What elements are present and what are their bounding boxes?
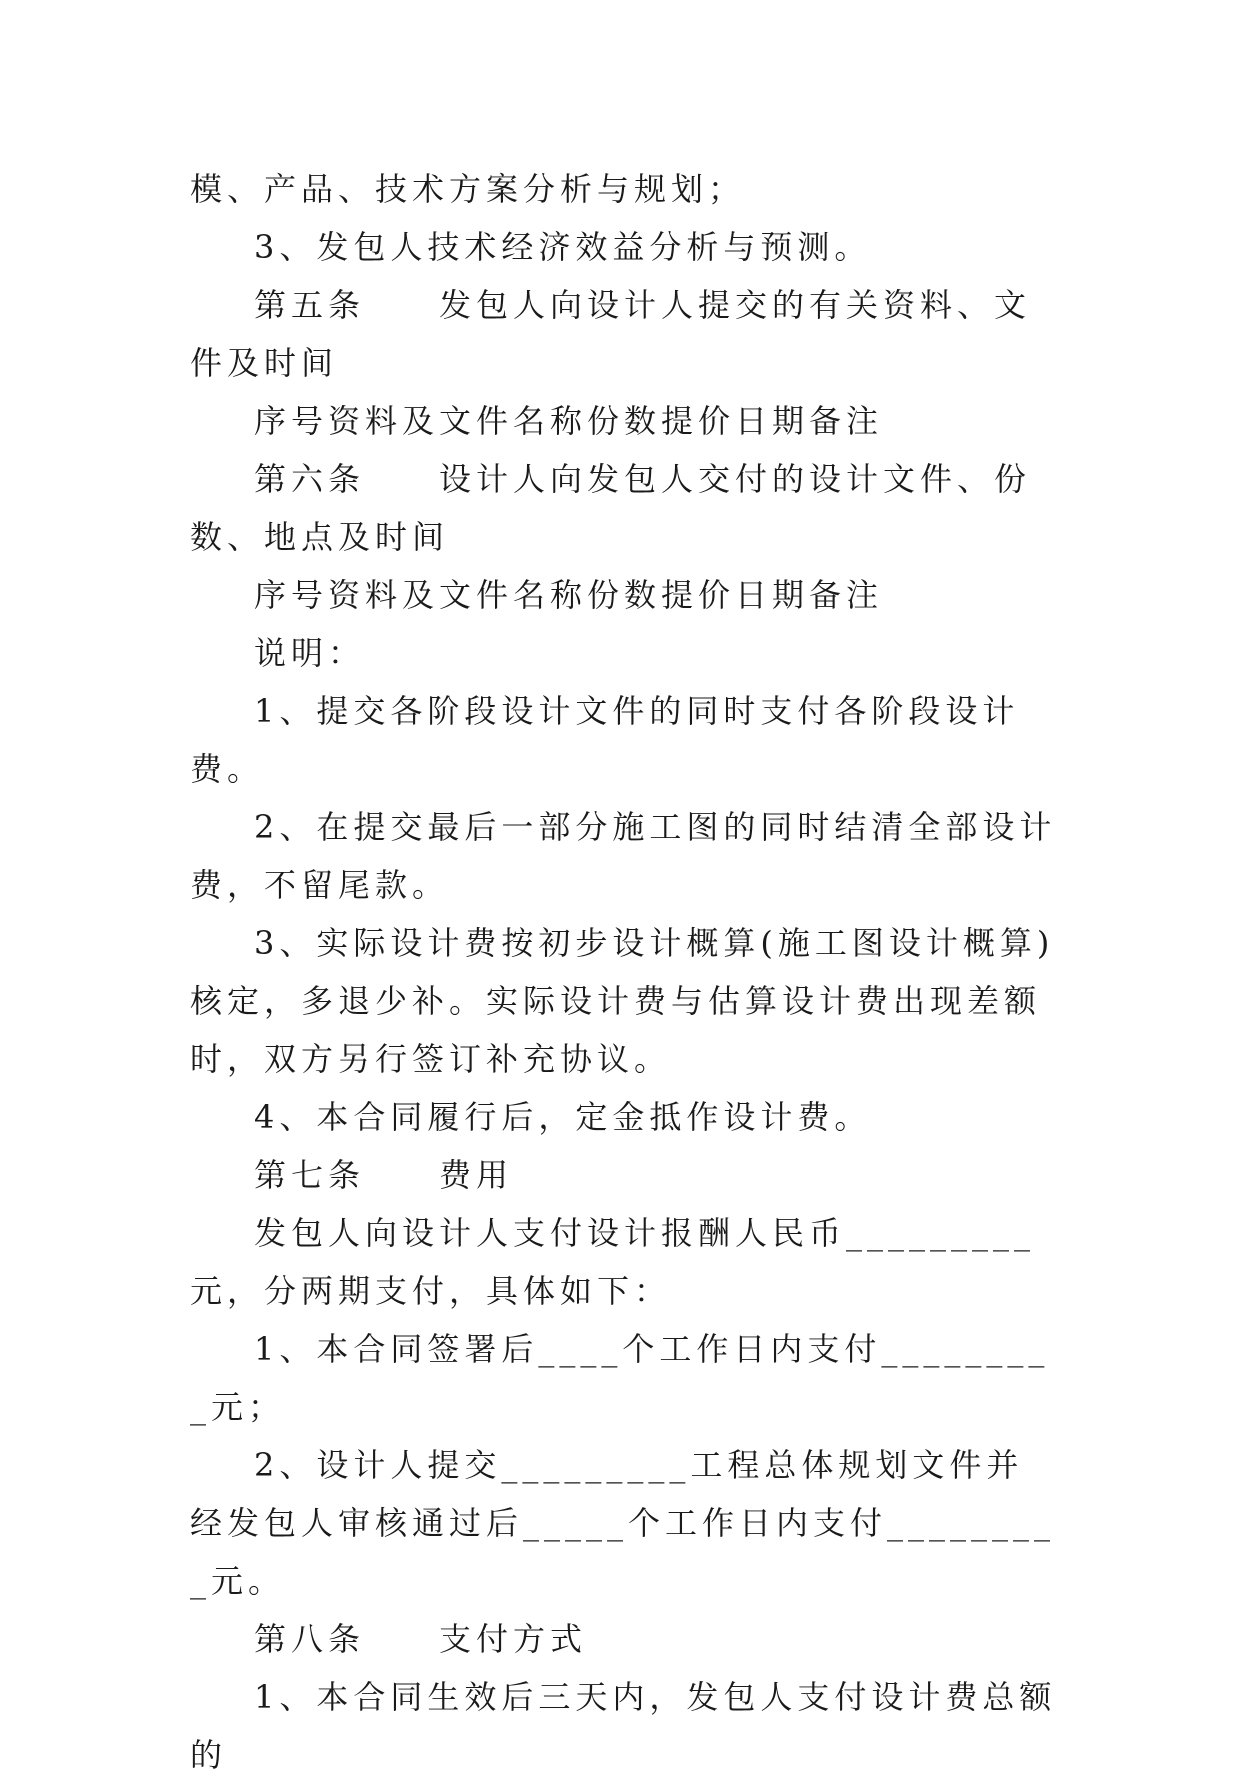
article-heading: 第七条 费用 [254, 1156, 514, 1194]
article-heading: 第五条 发包人向设计人提交的有关资料、文件及时间 [190, 286, 1032, 382]
article-heading: 第八条 支付方式 [254, 1620, 588, 1658]
paragraph: 1、本合同生效后三天内，发包人支付设计费总额的 [190, 1678, 1057, 1774]
paragraph: 1、提交各阶段设计文件的同时支付各阶段设计费。 [190, 692, 1020, 788]
notes-heading: 说明： [254, 634, 366, 672]
table-header-line: 序号资料及文件名称份数提价日期备注 [254, 576, 884, 614]
paragraph: 3、实际设计费按初步设计概算(施工图设计概算)核定，多退少补。实际设计费与估算设计费出现差额时，双方另行签订补充协议。 [190, 924, 1055, 1078]
paragraph: 3、发包人技术经济效益分析与预测。 [254, 228, 872, 266]
paragraph: 发包人向设计人支付设计报酬人民币_________元，分两期支付，具体如下： [190, 1214, 1036, 1310]
table-header-line: 序号资料及文件名称份数提价日期备注 [254, 402, 884, 440]
article-heading: 第六条 设计人向发包人交付的设计文件、份数、地点及时间 [190, 460, 1032, 556]
paragraph: 1、本合同签署后____个工作日内支付_________元； [190, 1330, 1050, 1426]
paragraph: 模、产品、技术方案分析与规划； [190, 170, 746, 208]
paragraph: 4、本合同履行后，定金抵作设计费。 [254, 1098, 872, 1136]
paragraph: 2、设计人提交_________工程总体规划文件并经发包人审核通过后_____个工作日内支付_________元。 [190, 1446, 1056, 1600]
paragraph: 2、在提交最后一部分施工图的同时结清全部设计费，不留尾款。 [190, 808, 1057, 904]
document-body [190, 160, 1060, 1784]
